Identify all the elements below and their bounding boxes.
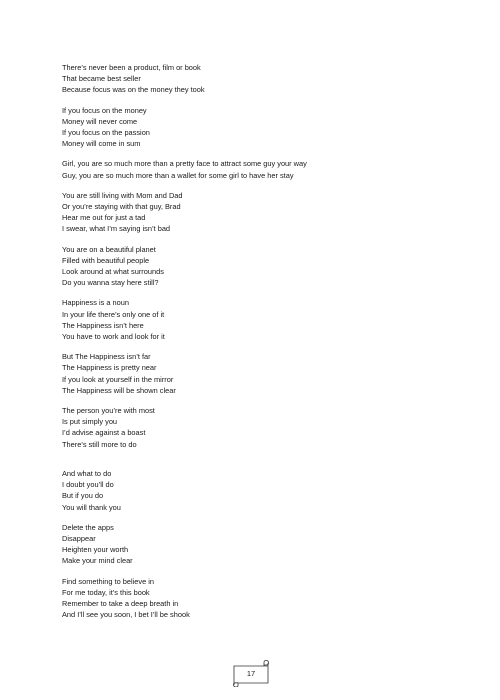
page-number: 17 <box>246 669 256 678</box>
poem-line: But The Happiness isn’t far <box>62 352 151 362</box>
stanza-1 <box>62 62 462 96</box>
poem-line: That became best seller <box>62 74 141 84</box>
poem-line: You are still living with Mom and Dad <box>62 190 183 200</box>
poem-line: Do you wanna stay here still? <box>62 278 159 288</box>
stanza-10 <box>62 522 462 567</box>
poem-line: And what to do <box>62 468 112 478</box>
poem-line: In your life there’s only one of it <box>62 309 165 319</box>
poem-line: The Happiness isn’t here <box>62 320 144 330</box>
poem-line: But if you do <box>62 491 104 501</box>
poem-line: Is put simply you <box>62 417 118 427</box>
poem-line: Make your mind clear <box>62 556 133 566</box>
poem-line: You have to work and look for it <box>62 332 165 342</box>
poem-line: Guy, you are so much more than a wallet for some girl to have her stay <box>62 170 294 180</box>
poem-line: There’s still more to do <box>62 439 137 449</box>
poem-line: Hear me out for just a tad <box>62 213 146 223</box>
stanza-9 <box>62 468 462 513</box>
poem-line: Girl, you are so much more than a pretty face to attract some guy your way <box>62 159 307 169</box>
poem-line: Money will never come <box>62 116 138 126</box>
poem-line: Filled with beautiful people <box>62 255 150 265</box>
poem-line: If you focus on the money <box>62 105 147 115</box>
poem-line: Happiness is a noun <box>62 298 129 308</box>
poem-line: Or you’re staying with that guy, Brad <box>62 202 181 212</box>
poem-line: Heighten your worth <box>62 545 129 555</box>
stanza-7 <box>62 351 462 396</box>
poem-line: Remember to take a deep breath in <box>62 598 179 608</box>
poem-line: I swear, what I’m saying isn’t bad <box>62 224 171 234</box>
stanza-11 <box>62 576 462 621</box>
poem-line: There’s never been a product, film or book <box>62 63 201 72</box>
page-number-scroll <box>228 659 274 687</box>
stanza-4 <box>62 190 462 235</box>
poem-line: The Happiness will be shown clear <box>62 385 176 395</box>
poem-body <box>62 62 462 629</box>
poem-line: You will thank you <box>62 502 121 512</box>
stanza-2 <box>62 105 462 150</box>
poem-line: Find something to believe in <box>62 576 155 586</box>
poem-line: Look around at what surrounds <box>62 267 164 277</box>
stanza-3 <box>62 158 462 180</box>
poem-line: Disappear <box>62 533 96 543</box>
poem-line: And I’ll see you soon, I bet I’ll be shook <box>62 610 190 620</box>
poem-line: The Happiness is pretty near <box>62 363 157 373</box>
poem-line: For me today, it’s this book <box>62 587 150 597</box>
stanza-6 <box>62 297 462 342</box>
poem-line: I doubt you’ll do <box>62 480 114 490</box>
poem-line: If you focus on the passion <box>62 128 150 138</box>
stanza-5 <box>62 244 462 289</box>
poem-line: I’d advise against a boast <box>62 428 146 438</box>
stanza-8 <box>62 405 462 450</box>
poem-line: The person you’re with most <box>62 406 155 416</box>
poem-line: Money will come in sum <box>62 139 141 149</box>
poem-line: If you look at yourself in the mirror <box>62 374 174 384</box>
poem-line: Delete the apps <box>62 522 114 532</box>
poem-line: You are on a beautiful planet <box>62 244 156 254</box>
poem-line: Because focus was on the money they took <box>62 85 205 95</box>
